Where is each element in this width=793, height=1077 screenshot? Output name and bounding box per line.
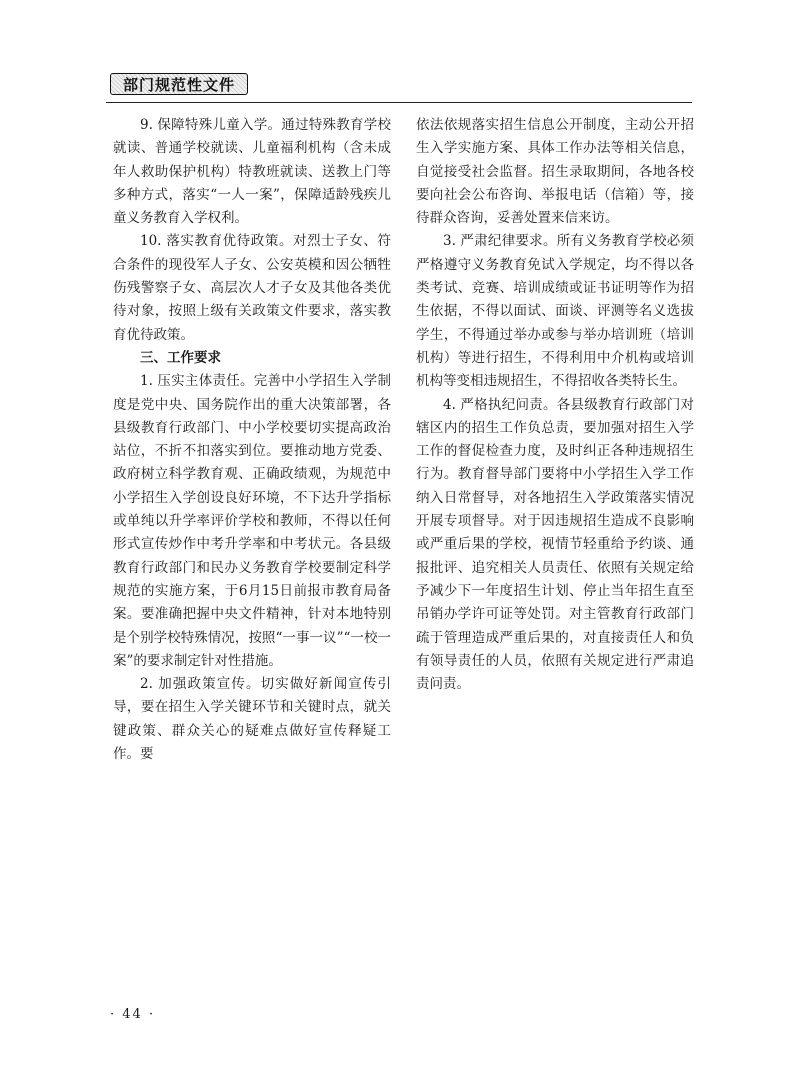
paragraph-preferential-policy: 10. 落实教育优待政策。对烈士子女、符合条件的现役军人子女、公安英模和因公牺牲伤残警察子女、高层次人才子女及其他各类优待对象，按照上级有关政策文件要求，落实教育优待政策。 <box>113 233 391 343</box>
paragraph-policy-publicity: 2. 加强政策宣传。切实做好新闻宣传引导，要在招生入学关键环节和关键时点，就关键政策、群众关心的疑难点做好宣传释疑工作。要 <box>113 676 391 763</box>
section-heading-work-requirements: 三、工作要求 <box>140 349 221 366</box>
page-header <box>106 70 692 103</box>
right-column <box>416 114 694 696</box>
paragraph-publicity-continued: 依法依规落实招生信息公开制度，主动公开招生入学实施方案、具体工作办法等相关信息，自觉接受社会监督。招生录取期间，各地各校要向社会公布咨询、举报电话（信箱）等，接待群众咨询，妥善处置来信来访。 <box>416 117 694 227</box>
paragraph-discipline: 3. 严肃纪律要求。所有义务教育学校必须严格遵守义务教育免试入学规定，均不得以各类考试、竞赛、培训成绩或证书证明等作为招生依据，不得以面试、面谈、评测等名义选拔学生，不得通过举办或参与举办培训班（培训机构）等进行招生，不得利用中介机构或培训机构等变相违规招生，不得招收各类特长生。 <box>416 233 694 390</box>
paragraph-main-responsibility: 1. 压实主体责任。完善中小学招生入学制度是党中央、国务院作出的重大决策部署，各县级教育行政部门、中小学校要切实提高政治站位，不折不扣落实到位。要推动地方党委、政府树立科学教育观、正确政绩观，为规范中小学招生入学创设良好环境，不下达升学指标或单纯以升学率评价学校和教师，不得以任何形式宣传炒作中考升学率和中考状元。各县级教育行政部门和民办义务教育学校要制定科学规范的实施方案，于6月15日前报市教育局备案。要准确把握中央文件精神，针对本地特别是个别学校特殊情况，按照“一事一议”“一校一案”的要求制定针对性措施。 <box>113 373 391 669</box>
left-column <box>113 114 391 766</box>
paragraph-special-children: 9. 保障特殊儿童入学。通过特殊教育学校就读、普通学校就读、儿童福利机构（含未成年人救助保护机构）特教班就读、送教上门等多种方式，落实“一人一案”，保障适龄残疾儿童义务教育入学权利。 <box>113 117 391 227</box>
section-tag: 部门规范性文件 <box>110 73 248 95</box>
page-number: · 44 · <box>110 1007 156 1022</box>
paragraph-accountability: 4. 严格执纪问责。各县级教育行政部门对辖区内的招生工作负总责，要加强对招生入学工作的督促检查力度，及时纠正各种违规招生行为。教育督导部门要将中小学招生入学工作纳入日常督导，对各地招生入学政策落实情况开展专项督导。对于因违规招生造成不良影响或严重后果的学校，视情节轻重给予约谈、通报批评、追究相关人员责任、依照有关规定给予减少下一年度招生计划、停止当年招生直至吊销办学许可证等处罚。对主管教育行政部门疏于管理造成严重后果的，对直接责任人和负有领导责任的人员，依照有关规定进行严肃追责问责。 <box>416 396 694 693</box>
